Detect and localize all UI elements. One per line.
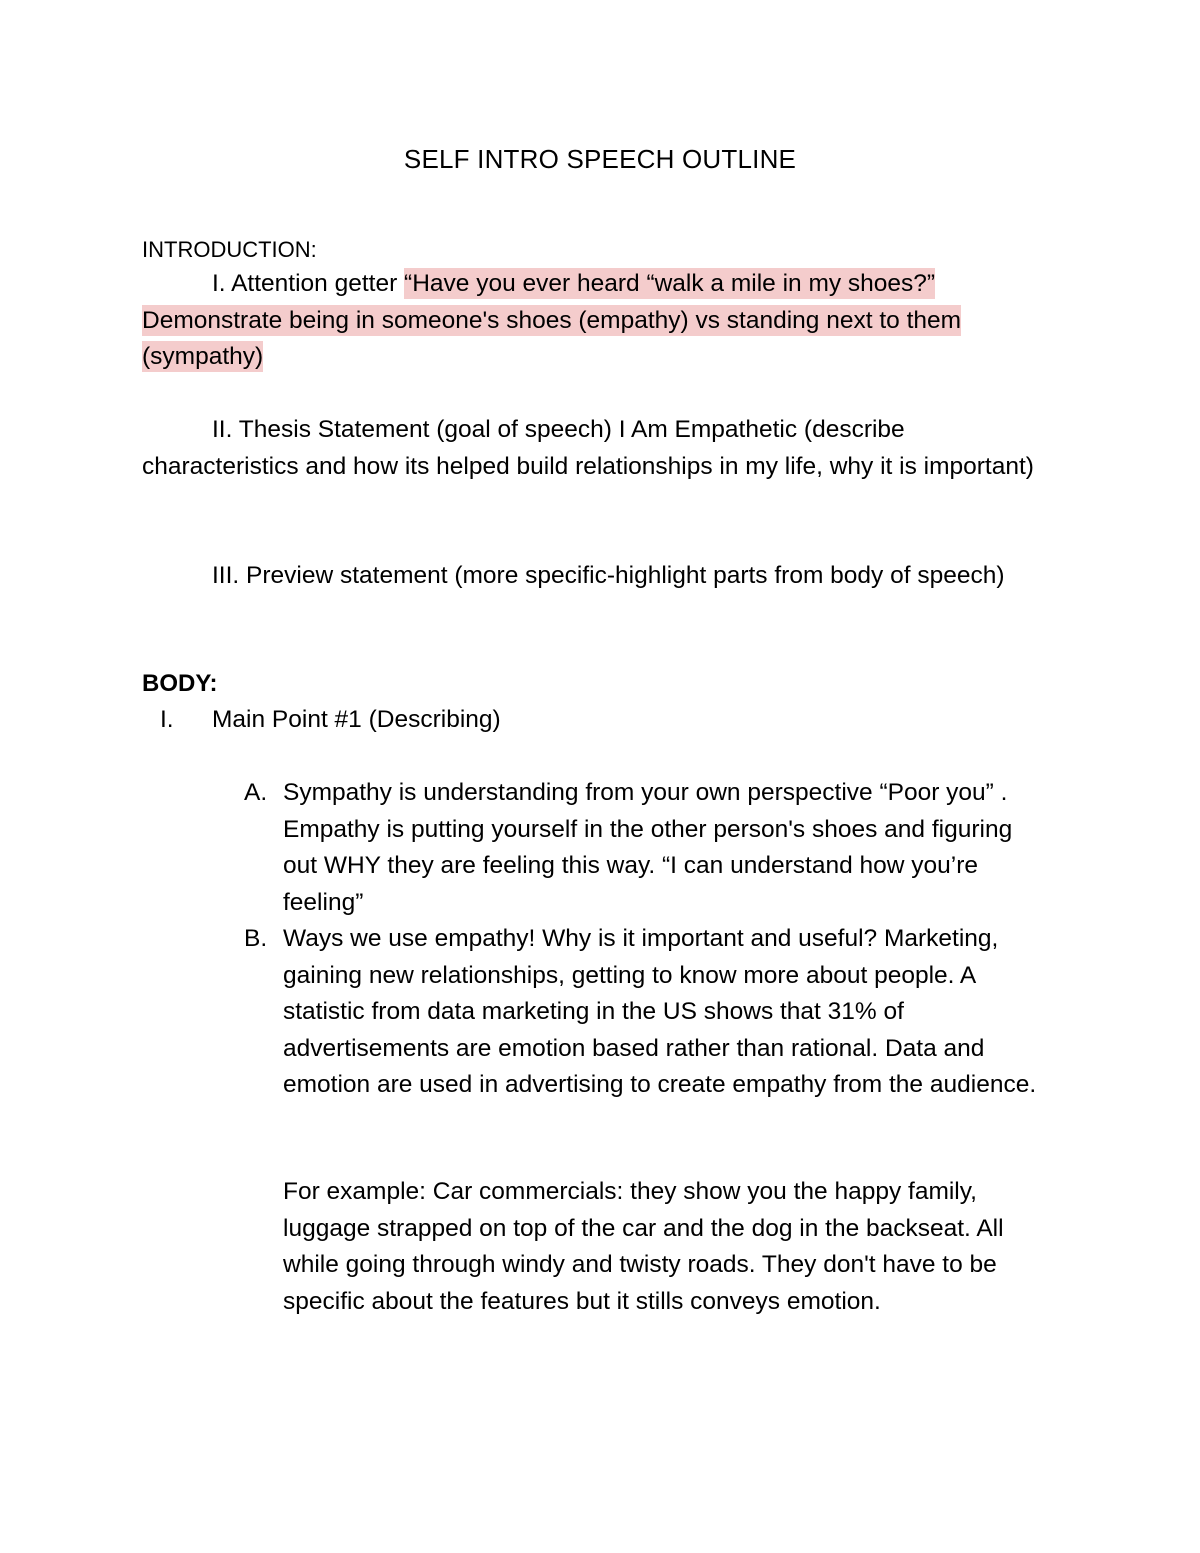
document-title: SELF INTRO SPEECH OUTLINE: [403, 144, 797, 174]
attention-getter: [142, 266, 1067, 376]
body-label: BODY:: [142, 670, 218, 697]
thesis-statement: [142, 412, 1067, 485]
example-paragraph: For example: Car commercials: they show you the happy family, luggage strapped on top of the car and the dog in the backseat. All while going through windy and twisty roads. They don't have to be specific about the features but it stills conveys emotion.: [283, 1178, 1004, 1315]
attention-getter-prefix: I. Attention getter: [212, 270, 405, 297]
list-marker-a: A.: [244, 779, 268, 806]
main-point-number: I.: [160, 706, 174, 733]
list-text-b: Ways we use empathy! Why is it important and useful? Marketing, gaining new relationships, getting to know more about people. A statistic from data marketing in the US shows that 31% of advertisements are emotion based rather than rational. Data and emotion are used in advertising to create empathy from the audience.: [283, 925, 1037, 1098]
introduction-label: INTRODUCTION:: [142, 237, 317, 262]
preview-text: III. Preview statement (more specific-highlight parts from body of speech): [212, 562, 1005, 589]
preview-statement: [142, 558, 1067, 595]
attention-highlight-1: “Have you ever heard “walk a mile in my shoes?”: [404, 270, 936, 297]
list-text-a: Sympathy is understanding from your own perspective “Poor you” . Empathy is putting yourself in the other person's shoes and figuring out WHY they are feeling this way. “I can understand how you’re feeling”: [283, 779, 1013, 916]
attention-highlight-3: (sympathy): [142, 343, 264, 370]
list-marker-b: B.: [244, 925, 268, 952]
thesis-text: II. Thesis Statement (goal of speech) I Am Empathetic (describe characteristics and how its helped build relationships in my life, why it is important): [142, 416, 1034, 480]
attention-highlight-2: Demonstrate being in someone's shoes (empathy) vs standing next to them: [142, 306, 962, 334]
main-point-text: Main Point #1 (Describing): [212, 706, 501, 733]
